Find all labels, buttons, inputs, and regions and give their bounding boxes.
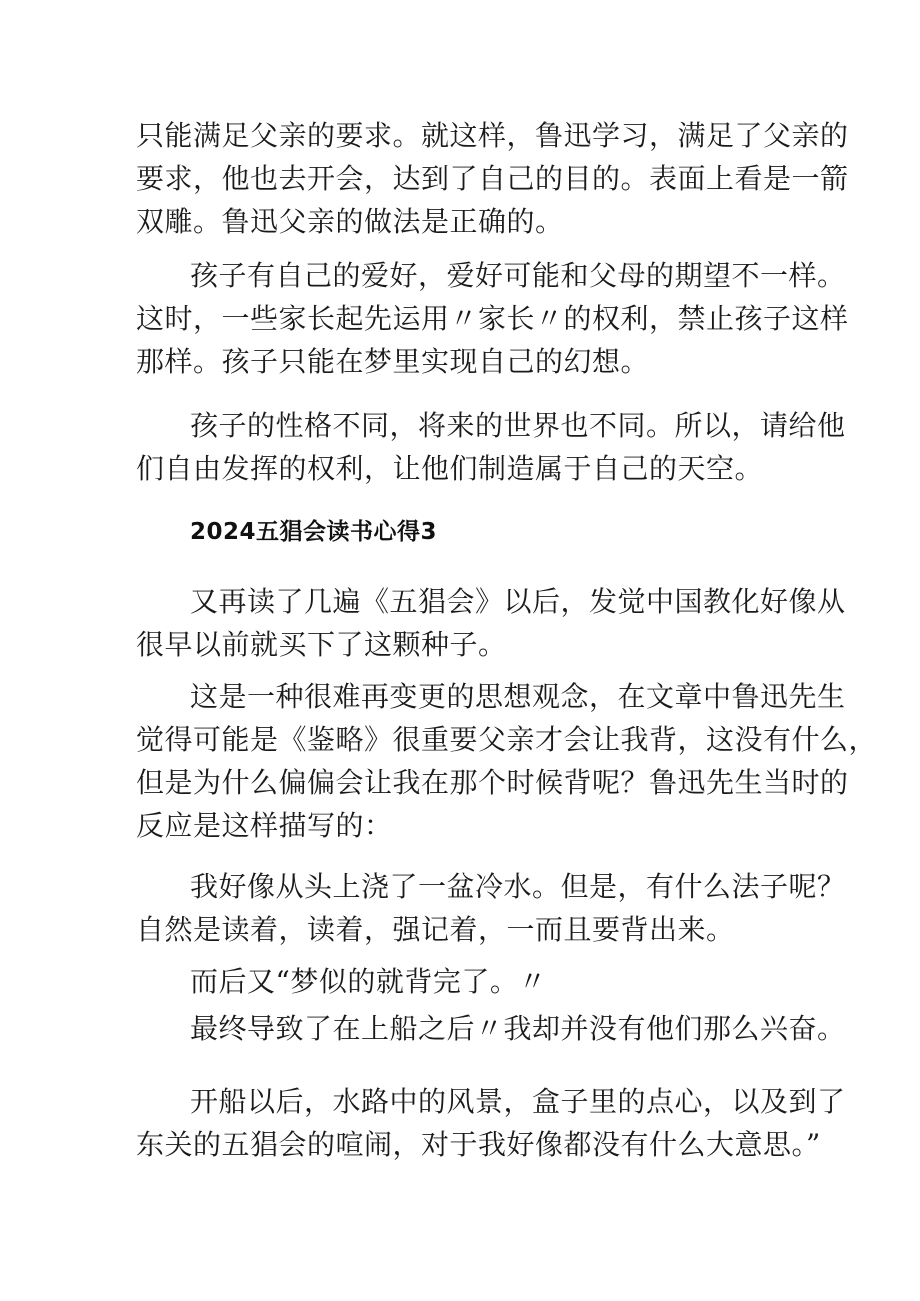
paragraph-3 <box>136 404 846 490</box>
paragraph-2 <box>136 254 849 383</box>
paragraph-line: 孩子有自己的爱好，爱好可能和父母的期望不一样。 <box>190 259 846 292</box>
paragraph-line: 东关的五猖会的喧闹，对于我好像都没有什么大意思。” <box>136 1128 821 1161</box>
paragraph-4 <box>136 580 846 666</box>
paragraph-line: 要求，他也去开会，达到了自己的目的。表面上看是一箭 <box>136 162 849 195</box>
paragraph-line: 自然是读着，读着，强记着，一而且要背出来。 <box>136 913 735 946</box>
paragraph-line: 又再读了几遍《五猖会》以后，发觉中国教化好像从 <box>190 585 846 618</box>
paragraph-line: 觉得可能是《鉴略》很重要父亲才会让我背，这没有什么， <box>136 723 878 756</box>
paragraph-line: 只能满足父亲的要求。就这样，鲁迅学习，满足了父亲的 <box>136 119 849 152</box>
paragraph-line: 那样。孩子只能在梦里实现自己的幻想。 <box>136 345 650 378</box>
paragraph-line: 而后又“梦似的就背完了。〃 <box>190 965 547 998</box>
paragraph-line: 这时，一些家长起先运用〃家长〃的权利，禁止孩子这样 <box>136 302 849 335</box>
paragraph-8 <box>136 1007 846 1050</box>
paragraph-1 <box>136 114 849 243</box>
paragraph-9 <box>136 1080 846 1166</box>
paragraph-line: 但是为什么偏偏会让我在那个时候背呢？鲁迅先生当时的 <box>136 766 849 799</box>
paragraph-6 <box>136 865 846 951</box>
section-heading: 2024五猖会读书心得3 <box>190 519 438 545</box>
paragraph-5 <box>136 675 878 847</box>
paragraph-line: 反应是这样描写的： <box>136 809 393 842</box>
paragraph-line: 很早以前就买下了这颗种子。 <box>136 628 507 661</box>
paragraph-line: 我好像从头上浇了一盆冷水。但是，有什么法子呢？ <box>190 870 846 903</box>
paragraph-line: 孩子的性格不同，将来的世界也不同。所以，请给他 <box>190 409 846 442</box>
paragraph-line: 这是一种很难再变更的思想观念，在文章中鲁迅先生 <box>190 680 846 713</box>
paragraph-line: 最终导致了在上船之后〃我却并没有他们那么兴奋。 <box>190 1012 846 1045</box>
paragraph-line: 开船以后，水路中的风景，盒子里的点心，以及到了 <box>190 1085 846 1118</box>
paragraph-line: 双雕。鲁迅父亲的做法是正确的。 <box>136 205 564 238</box>
paragraph-line: 们自由发挥的权利，让他们制造属于自己的天空。 <box>136 452 764 485</box>
paragraph-7 <box>136 960 796 1003</box>
